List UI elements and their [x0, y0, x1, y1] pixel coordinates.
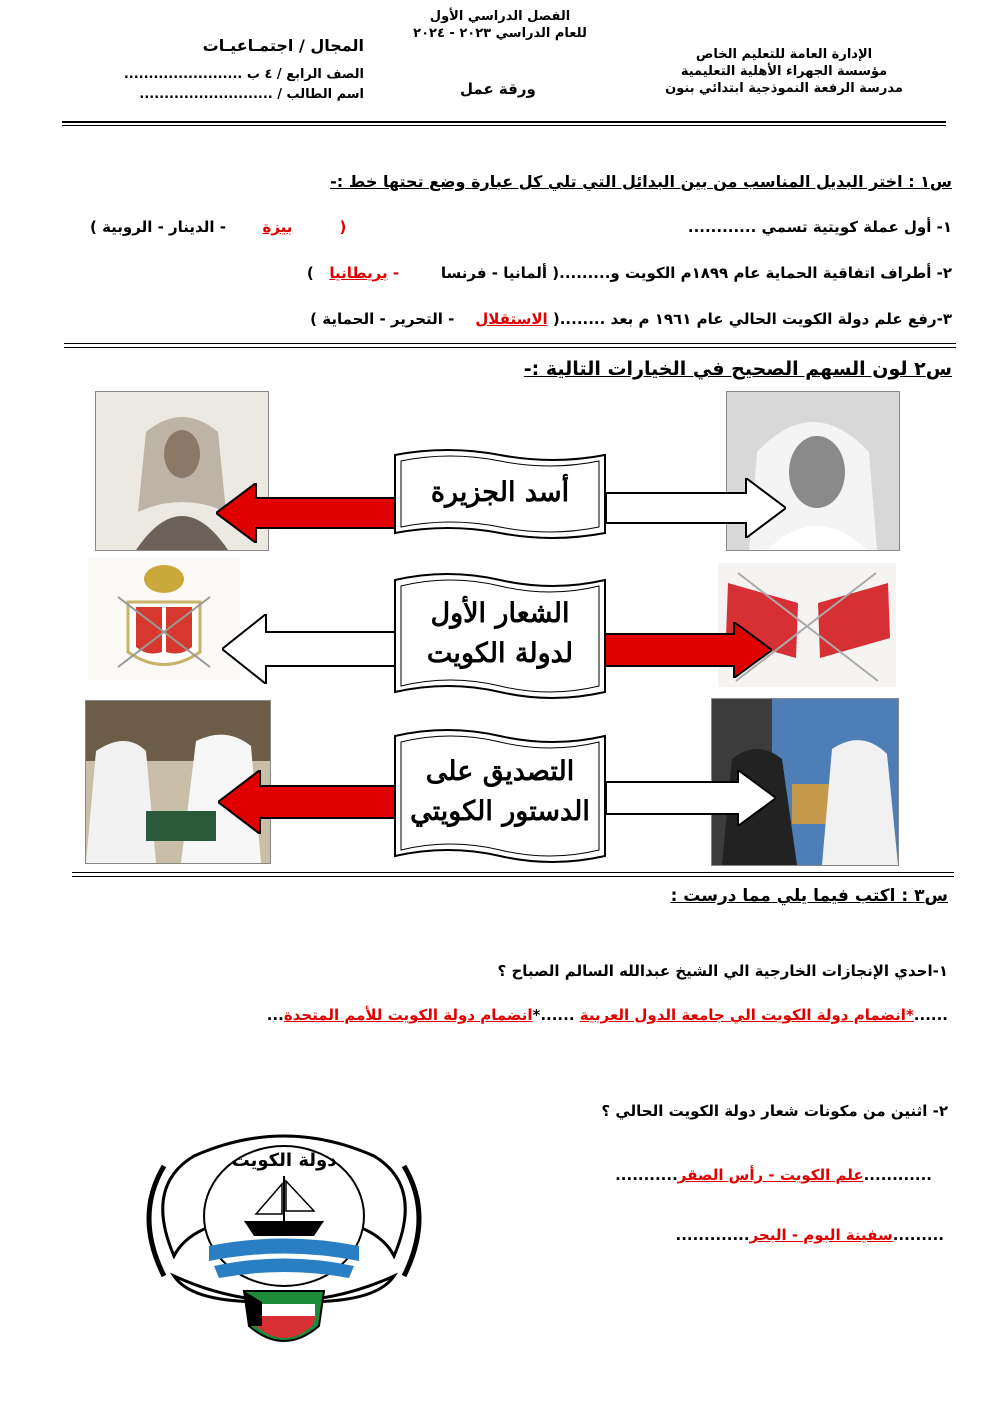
header-subject: المجال / اجتمـاعيـات: [202, 36, 364, 55]
label-box-2: [392, 570, 608, 702]
q1-item2-text: ٢- أطراف اتفاقية الحماية عام ١٨٩٩م الكويت و.........( ألمانيا - فرنسا: [440, 264, 952, 282]
q1-item1-answer[interactable]: بيزة: [262, 218, 293, 236]
q1-title: س١ : اختر البديل المناسب من بين البدائل التي تلي كل عبارة وضع تحتها خط :-: [330, 172, 952, 191]
arrow-left-red-3[interactable]: [218, 770, 398, 834]
q1-item-1-options[interactable]: [90, 218, 346, 236]
arrow-right-white-1[interactable]: [606, 478, 786, 538]
year-label: للعام الدراسي ٢٠٢٣ - ٢٠٢٤: [413, 26, 587, 41]
q3-item1-answer-line[interactable]: [267, 1006, 948, 1024]
emblem-text: دولة الكويت: [231, 1150, 337, 1171]
q1-item3-answer[interactable]: الاستقلال: [475, 310, 548, 328]
header-ministry: [664, 46, 904, 97]
q1-item-1: [688, 218, 952, 236]
term-label: الفصل الدراسي الأول: [429, 9, 571, 24]
q3-item2-answer1-line[interactable]: [615, 1166, 932, 1184]
q2-divider: [72, 872, 954, 873]
q3-item2-dots1b: ...........: [615, 1166, 678, 1184]
header-foundation: مؤسسة الجهراء الأهلية التعليمية: [680, 64, 888, 79]
arrow-left-red-1[interactable]: [216, 483, 396, 543]
label-box-3: [392, 726, 608, 866]
label-box-1: [392, 447, 608, 541]
q1-item1-options: - الدينار - الروبية ): [90, 218, 226, 236]
q3-title: س٣ : اكتب فيما يلي مما درست :: [670, 886, 948, 906]
label-first-emblem: الشعار الأول لدولة الكويت: [426, 598, 574, 669]
q3-item2-dots2b: .............: [675, 1226, 750, 1244]
q3-item2-dots2: .........: [892, 1226, 944, 1244]
q3-item2-question: ٢- اثنين من مكونات شعار دولة الكويت الحالي ؟: [601, 1102, 948, 1120]
first-emblem-illustration: [88, 557, 240, 680]
arrow-right-white-3[interactable]: [606, 770, 776, 826]
q1-item3-text: ٣-رفع علم دولة الكويت الحالي عام ١٩٦١ م بعد ........(: [552, 310, 952, 328]
q2-title: س٢ لون السهم الصحيح في الخيارات التالية :-: [523, 358, 952, 380]
header-divider-2: [62, 125, 946, 126]
arrow-left-white-2[interactable]: [222, 614, 400, 684]
q2-divider-2: [72, 876, 954, 877]
q1-item3-options: - التحرير - الحماية ): [310, 310, 455, 328]
header-term: [380, 8, 620, 42]
grade-field[interactable]: الصف الرابع / ٤ ب ........................: [123, 67, 364, 82]
q3-item1-dots3: ...: [266, 1006, 284, 1024]
header-dept: الإدارة العامة للتعليم الخاص: [695, 47, 873, 62]
q1-divider-2: [64, 347, 956, 348]
q1-item1-open: (: [339, 218, 347, 236]
q1-item1-text: ١- أول عملة كويتية تسمي ............: [687, 218, 952, 236]
student-name-field[interactable]: اسم الطالب / ...........................: [139, 87, 364, 102]
q3-item2-answer2[interactable]: سفينة البوم - البحر: [749, 1226, 893, 1244]
q3-item1-answer2[interactable]: انضمام دولة الكويت للأمم المتحدة: [283, 1006, 533, 1024]
q3-item1-question: ١-احدي الإنجازات الخارجية الي الشيخ عبدالله السالم الصباح ؟: [497, 962, 948, 980]
label-constitution: التصديق على الدستور الكويتي: [410, 756, 590, 827]
header-school: مدرسة الرفعة النموذجية ابتدائي بنون: [665, 81, 903, 96]
q3-item2-answer1[interactable]: علم الكويت - رأس الصقر: [677, 1166, 864, 1184]
q3-item2-dots1: ............: [863, 1166, 932, 1184]
sheet-title: ورقة عمل: [460, 80, 536, 98]
kuwait-emblem: [134, 1126, 434, 1356]
arrow-right-red-2[interactable]: [602, 622, 772, 678]
q3-item1-dots2: ......*: [532, 1006, 575, 1024]
q1-item2-dash: -: [392, 264, 400, 282]
q1-item-2: [307, 264, 952, 282]
photo-first-emblem: [88, 557, 240, 680]
q1-item2-close: ): [306, 264, 314, 282]
q3-item1-answer1[interactable]: *انضمام دولة الكويت الي جامعة الدول العربية: [579, 1006, 914, 1024]
header-divider: [62, 121, 946, 123]
label-lion-of-peninsula: أسد الجزيرة: [430, 477, 570, 508]
q1-item-3: [310, 310, 952, 328]
q3-item1-dots1: ......: [913, 1006, 948, 1024]
q1-divider: [64, 343, 956, 344]
q1-item2-answer[interactable]: بريطانيا: [329, 264, 388, 282]
q3-item2-answer2-line[interactable]: [676, 1226, 945, 1244]
